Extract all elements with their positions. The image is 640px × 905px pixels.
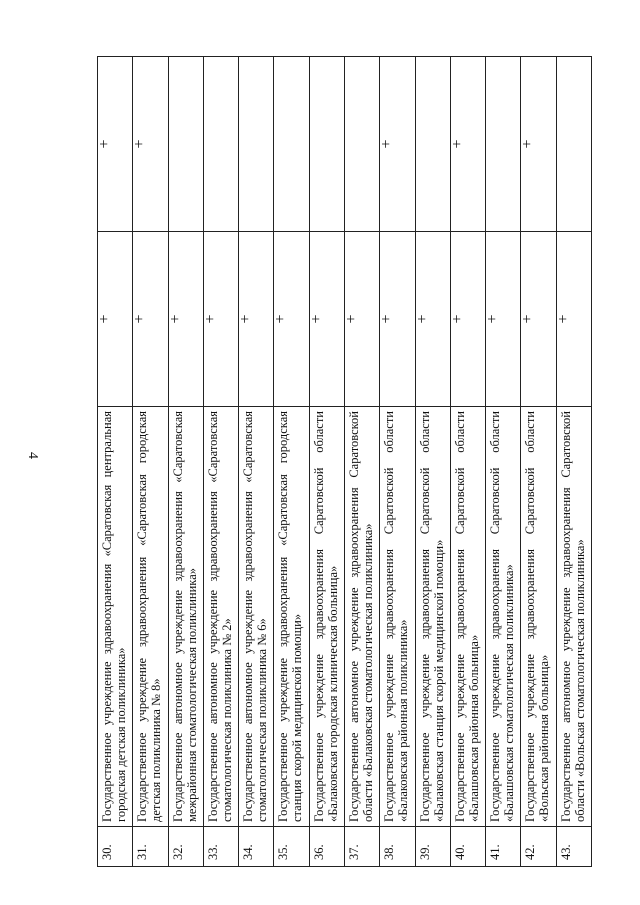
mark-column-2: +: [133, 57, 168, 232]
institution-name: Государственное учреждение здравоохранения Саратовской области «Балашовская стоматологическая поликлиника»: [486, 407, 521, 827]
mark-column-1: +: [486, 232, 521, 407]
page-number: 4: [25, 452, 40, 459]
institution-name: Государственное учреждение здравоохранения «Саратовская городская станция скорой медицинской помощи»: [274, 407, 309, 827]
mark-column-1: +: [521, 232, 556, 407]
table-row: [309, 57, 344, 867]
institution-name: Государственное автономное учреждение здравоохранения «Саратовская стоматологическая поликлиника № 6»: [239, 407, 274, 827]
mark-column-2: +: [98, 57, 133, 232]
table-row: [486, 57, 521, 867]
row-number: 38.: [380, 827, 415, 867]
institution-name: Государственное учреждение здравоохранения Саратовской области «Балашовская районная больница»: [450, 407, 485, 827]
mark-column-1: +: [556, 232, 591, 407]
table-row: [274, 57, 309, 867]
table-row: [168, 57, 203, 867]
row-number: 35.: [274, 827, 309, 867]
row-number: 41.: [486, 827, 521, 867]
row-number: 43.: [556, 827, 591, 867]
row-number: 34.: [239, 827, 274, 867]
mark-column-2: +: [450, 57, 485, 232]
mark-column-1: +: [309, 232, 344, 407]
mark-column-2: [415, 57, 450, 232]
table-row: [380, 57, 415, 867]
mark-column-1: +: [450, 232, 485, 407]
institution-name: Государственное учреждение здравоохранения Саратовской области «Балаковская городская клиническая больница»: [309, 407, 344, 827]
row-number: 42.: [521, 827, 556, 867]
table-row: [133, 57, 168, 867]
mark-column-1: +: [98, 232, 133, 407]
mark-column-2: [274, 57, 309, 232]
institution-name: Государственное автономное учреждение здравоохранения Саратовской области «Балаковская стоматологическая поликлиника»: [344, 407, 379, 827]
institutions-table: [97, 56, 592, 867]
institution-name: Государственное учреждение здравоохранения «Саратовская центральная городская детская поликлиника»: [98, 407, 133, 827]
row-number: 30.: [98, 827, 133, 867]
mark-column-2: [203, 57, 238, 232]
table-row: [415, 57, 450, 867]
mark-column-2: [309, 57, 344, 232]
mark-column-1: +: [203, 232, 238, 407]
mark-column-1: +: [133, 232, 168, 407]
institution-name: Государственное автономное учреждение здравоохранения «Саратовская стоматологическая поликлиника № 2»: [203, 407, 238, 827]
table-row: [98, 57, 133, 867]
row-number: 33.: [203, 827, 238, 867]
institution-name: Государственное учреждение здравоохранения Саратовской области «Балаковская станция скорой медицинской помощи»: [415, 407, 450, 827]
row-number: 40.: [450, 827, 485, 867]
rotated-table-container: [97, 57, 592, 867]
table-row: [450, 57, 485, 867]
table-row: [239, 57, 274, 867]
mark-column-2: +: [521, 57, 556, 232]
row-number: 39.: [415, 827, 450, 867]
institution-name: Государственное автономное учреждение здравоохранения «Саратовская межрайонная стоматологическая поликлиника»: [168, 407, 203, 827]
mark-column-1: +: [239, 232, 274, 407]
table-row: [203, 57, 238, 867]
mark-column-2: [344, 57, 379, 232]
mark-column-2: [239, 57, 274, 232]
row-number: 32.: [168, 827, 203, 867]
row-number: 31.: [133, 827, 168, 867]
mark-column-1: +: [344, 232, 379, 407]
mark-column-2: [556, 57, 591, 232]
mark-column-2: [168, 57, 203, 232]
row-number: 36.: [309, 827, 344, 867]
institution-name: Государственное учреждение здравоохранения Саратовской области «Вольская районная больница»: [521, 407, 556, 827]
mark-column-1: +: [380, 232, 415, 407]
row-number: 37.: [344, 827, 379, 867]
table-row: [556, 57, 591, 867]
mark-column-2: +: [380, 57, 415, 232]
mark-column-2: [486, 57, 521, 232]
mark-column-1: +: [168, 232, 203, 407]
table-row: [344, 57, 379, 867]
institution-name: Государственное автономное учреждение здравоохранения Саратовской области «Вольская стоматологическая поликлиника»: [556, 407, 591, 827]
institution-name: Государственное учреждение здравоохранения Саратовской области «Балаковская районная поликлиника»: [380, 407, 415, 827]
institution-name: Государственное учреждение здравоохранения «Саратовская городская детская поликлиника № 8»: [133, 407, 168, 827]
mark-column-1: +: [274, 232, 309, 407]
table-row: [521, 57, 556, 867]
mark-column-1: +: [415, 232, 450, 407]
